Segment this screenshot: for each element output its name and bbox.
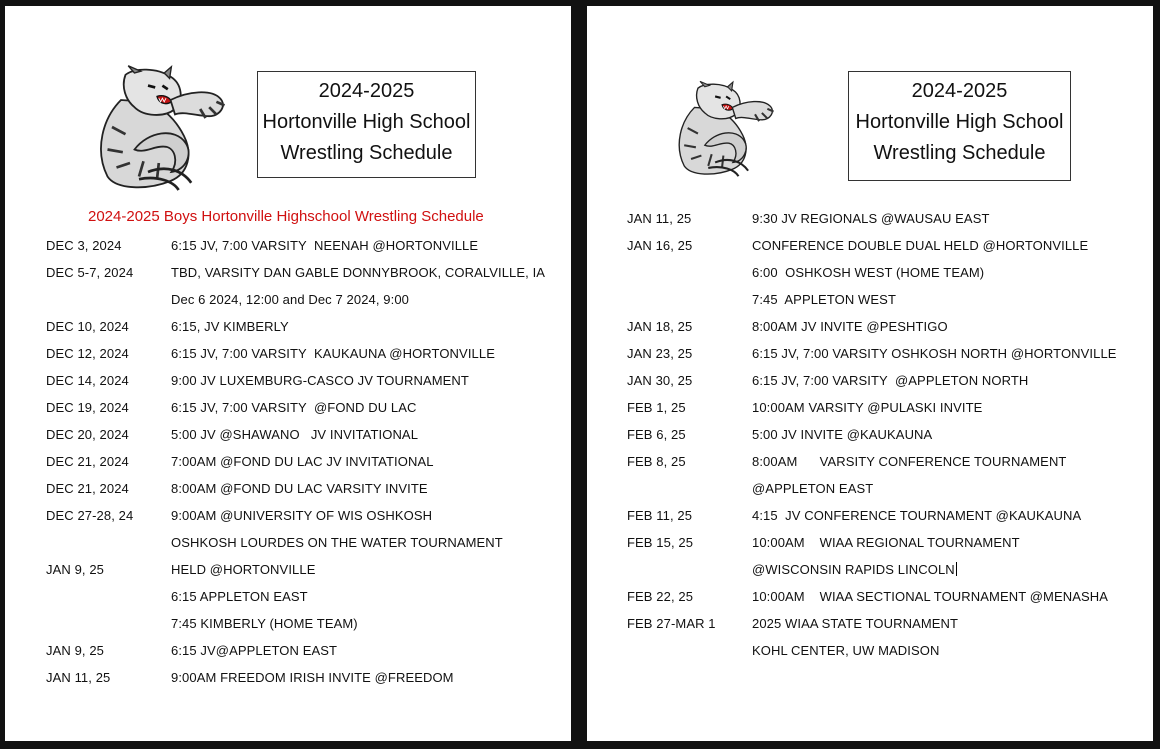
schedule-event: 2025 WIAA STATE TOURNAMENT bbox=[752, 616, 959, 631]
schedule-event: 8:00AM VARSITY CONFERENCE TOURNAMENT bbox=[752, 454, 1067, 469]
schedule-date: DEC 19, 2024 bbox=[46, 400, 129, 415]
schedule-event: 6:00 OSHKOSH WEST (HOME TEAM) bbox=[752, 265, 985, 280]
schedule-date: JAN 9, 25 bbox=[46, 643, 104, 658]
schedule-date: FEB 6, 25 bbox=[627, 427, 686, 442]
schedule-date: DEC 12, 2024 bbox=[46, 346, 129, 361]
schedule-event: TBD, VARSITY DAN GABLE DONNYBROOK, CORALVILLE, IA bbox=[171, 265, 546, 280]
schedule-event: 6:15 APPLETON EAST bbox=[171, 589, 308, 604]
schedule-event: 6:15 JV@APPLETON EAST bbox=[171, 643, 338, 658]
schedule-event: KOHL CENTER, UW MADISON bbox=[752, 643, 940, 658]
schedule-date: FEB 15, 25 bbox=[627, 535, 694, 550]
schedule-event: 8:00AM @FOND DU LAC VARSITY INVITE bbox=[171, 481, 428, 496]
schedule-date: JAN 11, 25 bbox=[627, 211, 692, 226]
schedule-date: DEC 3, 2024 bbox=[46, 238, 122, 253]
schedule-date: DEC 14, 2024 bbox=[46, 373, 129, 388]
schedule-event: CONFERENCE DOUBLE DUAL HELD @HORTONVILLE bbox=[752, 238, 1089, 253]
schedule-page-left bbox=[5, 6, 571, 741]
schedule-date: FEB 1, 25 bbox=[627, 400, 686, 415]
title-line-schedule: Wrestling Schedule bbox=[873, 142, 1046, 164]
schedule-date: DEC 20, 2024 bbox=[46, 427, 129, 442]
schedule-event: 7:45 APPLETON WEST bbox=[752, 292, 896, 307]
schedule-event: @WISCONSIN RAPIDS LINCOLN bbox=[752, 562, 955, 577]
schedule-date: FEB 8, 25 bbox=[627, 454, 686, 469]
schedule-page-right bbox=[587, 6, 1153, 741]
schedule-date: JAN 23, 25 bbox=[627, 346, 693, 361]
schedule-event: 4:15 JV CONFERENCE TOURNAMENT @KAUKAUNA bbox=[752, 508, 1082, 523]
schedule-date: JAN 18, 25 bbox=[627, 319, 693, 334]
schedule-event: 10:00AM VARSITY @PULASKI INVITE bbox=[752, 400, 983, 415]
title-line-school: Hortonville High School bbox=[855, 111, 1064, 133]
schedule-event: 5:00 JV @SHAWANO JV INVITATIONAL bbox=[171, 427, 419, 442]
schedule-event: Dec 6 2024, 12:00 and Dec 7 2024, 9:00 bbox=[171, 292, 409, 307]
schedule-event: 6:15 JV, 7:00 VARSITY NEENAH @HORTONVILLE bbox=[171, 238, 479, 253]
schedule-date: FEB 27-MAR 1 bbox=[627, 616, 716, 631]
schedule-event: 7:00AM @FOND DU LAC JV INVITATIONAL bbox=[171, 454, 434, 469]
schedule-date: FEB 11, 25 bbox=[627, 508, 693, 523]
schedule-event: 8:00AM JV INVITE @PESHTIGO bbox=[752, 319, 948, 334]
title-box bbox=[257, 71, 476, 178]
schedule-event: 9:00 JV LUXEMBURG-CASCO JV TOURNAMENT bbox=[171, 373, 469, 388]
title-line-year: 2024-2025 bbox=[911, 80, 1008, 102]
title-line-school: Hortonville High School bbox=[262, 111, 471, 133]
schedule-event: 10:00AM WIAA REGIONAL TOURNAMENT bbox=[752, 535, 1020, 550]
schedule-date: JAN 16, 25 bbox=[627, 238, 693, 253]
schedule-event: @APPLETON EAST bbox=[752, 481, 874, 496]
schedule-date: JAN 11, 25 bbox=[46, 670, 111, 685]
schedule-event: 9:30 JV REGIONALS @WAUSAU EAST bbox=[752, 211, 990, 226]
schedule-event: 6:15 JV, 7:00 VARSITY @FOND DU LAC bbox=[171, 400, 417, 415]
schedule-event: HELD @HORTONVILLE bbox=[171, 562, 316, 577]
schedule-event: 9:00AM @UNIVERSITY OF WIS OSHKOSH bbox=[171, 508, 433, 523]
schedule-event: 9:00AM FREEDOM IRISH INVITE @FREEDOM bbox=[171, 670, 454, 685]
schedule-event: 6:15 JV, 7:00 VARSITY KAUKAUNA @HORTONVILLE bbox=[171, 346, 495, 361]
schedule-event: 6:15 JV, 7:00 VARSITY OSHKOSH NORTH @HORTONVILLE bbox=[752, 346, 1117, 361]
title-box bbox=[848, 71, 1071, 181]
schedule-date: JAN 9, 25 bbox=[46, 562, 104, 577]
schedule-date: DEC 10, 2024 bbox=[46, 319, 129, 334]
schedule-date: DEC 21, 2024 bbox=[46, 481, 129, 496]
bear-mascot-logo bbox=[667, 64, 777, 199]
bear-mascot-logo bbox=[77, 64, 237, 199]
schedule-date: DEC 5-7, 2024 bbox=[46, 265, 134, 280]
schedule-date: FEB 22, 25 bbox=[627, 589, 694, 604]
text-cursor bbox=[956, 562, 957, 576]
title-line-schedule: Wrestling Schedule bbox=[280, 142, 453, 164]
schedule-heading: 2024-2025 Boys Hortonville Highschool Wrestling Schedule bbox=[88, 208, 484, 225]
schedule-date: DEC 27-28, 24 bbox=[46, 508, 134, 523]
title-line-year: 2024-2025 bbox=[318, 80, 415, 102]
schedule-event: 5:00 JV INVITE @KAUKAUNA bbox=[752, 427, 933, 442]
schedule-date: JAN 30, 25 bbox=[627, 373, 693, 388]
schedule-event: 10:00AM WIAA SECTIONAL TOURNAMENT @MENASHA bbox=[752, 589, 1109, 604]
schedule-event: OSHKOSH LOURDES ON THE WATER TOURNAMENT bbox=[171, 535, 503, 550]
schedule-event: 6:15, JV KIMBERLY bbox=[171, 319, 289, 334]
schedule-event: 7:45 KIMBERLY (HOME TEAM) bbox=[171, 616, 358, 631]
schedule-event: 6:15 JV, 7:00 VARSITY @APPLETON NORTH bbox=[752, 373, 1029, 388]
schedule-date: DEC 21, 2024 bbox=[46, 454, 129, 469]
